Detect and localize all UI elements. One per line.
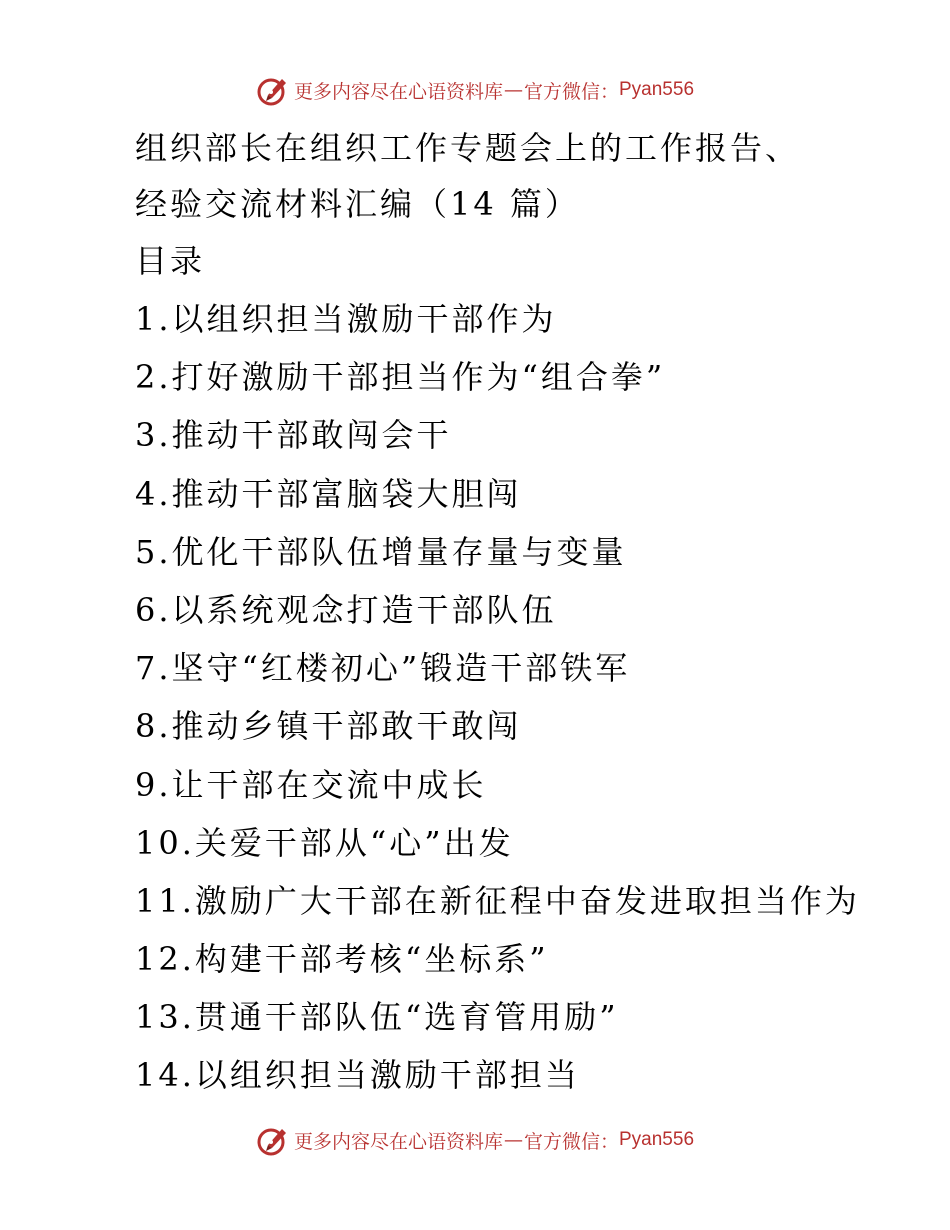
document-title-line-2: 经验交流材料汇编（14 篇） — [135, 185, 580, 223]
toc-item: 14.以组织担当激励干部担当 — [135, 1056, 580, 1095]
toc-item: 1.以组织担当激励干部作为 — [135, 300, 557, 338]
watermark-id: Pyan556 — [619, 79, 695, 100]
toc-item: 11.激励广大干部在新征程中奋发进取担当作为 — [135, 881, 860, 920]
toc-item: 5.优化干部队伍增量存量与变量 — [135, 532, 627, 571]
watermark-label: 官方微信： — [523, 80, 619, 103]
toc-item: 12.构建干部考核“坐标系” — [135, 940, 549, 979]
watermark-dash: — — [503, 79, 523, 101]
watermark-label: 官方微信： — [523, 1130, 619, 1153]
toc-list — [135, 290, 915, 1105]
toc-item: 2.打好激励干部担当作为“组合拳” — [135, 358, 666, 397]
watermark-text: 更多内容尽在心语资料库 — [293, 80, 503, 103]
toc-item: 9.让干部在交流中成长 — [135, 765, 487, 804]
toc-item: 8.推动乡镇干部敢干敢闯 — [135, 707, 522, 746]
toc-heading: 目录 — [135, 242, 206, 280]
fountain-pen-logo-icon — [256, 1123, 290, 1157]
header-watermark — [0, 70, 950, 110]
toc-item: 10.关爱干部从“心”出发 — [135, 823, 514, 862]
toc-item: 6.以系统观念打造干部队伍 — [135, 590, 557, 629]
toc-item: 3.推动干部敢闯会干 — [135, 416, 452, 455]
watermark-id: Pyan556 — [619, 1129, 695, 1150]
document-title-line-1: 组织部长在组织工作专题会上的工作报告、 — [135, 129, 801, 167]
toc-item: 4.推动干部富脑袋大胆闯 — [135, 474, 522, 513]
fountain-pen-logo-icon — [256, 73, 290, 107]
watermark-text: 更多内容尽在心语资料库 — [293, 1130, 503, 1153]
footer-watermark — [0, 1120, 950, 1160]
toc-item: 7.坚守“红楼初心”锻造干部铁军 — [135, 649, 631, 688]
document-body — [135, 120, 915, 1105]
watermark-dash: — — [503, 1129, 523, 1151]
toc-item: 13.贯通干部队伍“选育管用励” — [135, 998, 619, 1037]
